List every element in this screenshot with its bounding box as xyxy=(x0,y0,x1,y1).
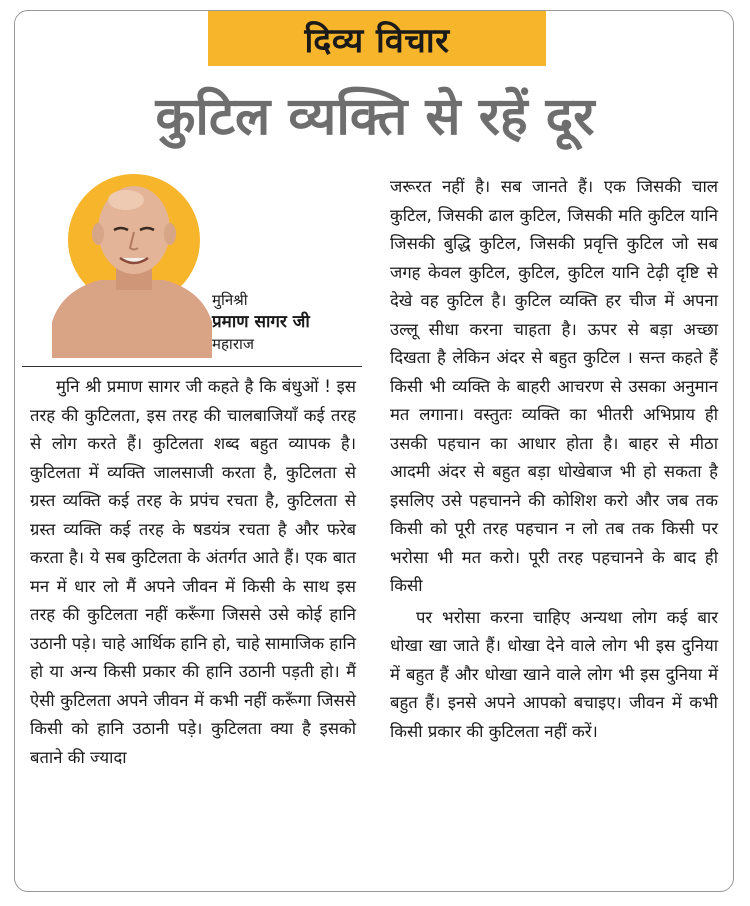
article-headline: कुटिल व्यक्ति से रहें दूर xyxy=(155,87,595,147)
portrait-ear-right xyxy=(164,223,176,245)
byline-divider xyxy=(22,366,362,367)
portrait-head-shine xyxy=(108,190,144,210)
author-byline xyxy=(212,290,362,354)
byline-suffix: महाराज xyxy=(212,335,254,353)
author-portrait xyxy=(52,172,212,358)
section-label: दिव्य विचार xyxy=(304,20,450,61)
portrait-ear-left xyxy=(92,223,104,245)
article-paragraph: पर भरोसा करना चाहिए अन्यथा लोग कई बार धोखा खा जाते हैं। धोखा देने वाले लोग भी इस दुनिया में बहुत हैं और धोखा खाने वाले लोग भी इस दुनिया में बहुत हैं। इनसे अपने आपको बचाइए। जीवन में कभी किसी प्रकार की कुटिलता नहीं करें। xyxy=(390,607,718,741)
section-banner xyxy=(208,11,546,66)
article-column-right xyxy=(390,173,718,746)
portrait-body xyxy=(52,280,212,358)
byline-prefix: मुनिश्री xyxy=(212,291,248,309)
article-paragraph: मुनि श्री प्रमाण सागर जी कहते है कि बंधुओं ! इस तरह की कुटिलता, इस तरह की चालबाजियाँ कई तरह से लोग करते हैं। कुटिलता शब्द बहुत व्यापक है। कुटिलता में व्यक्ति जालसाजी करता है, कुटिलता से ग्रस्त व्यक्ति कई तरह के प्रपंच रचता है, कुटिलता से ग्रस्त व्यक्ति कई तरह के षडयंत्र रचता है और फरेब करता है। ये सब कुटिलता के अंतर्गत आते हैं। एक बात मन में धार लो मैं अपने जीवन में किसी के साथ इस तरह की कुटिलता नहीं करूँगा जिससे उसे कोई हानि उठानी पड़े। चाहे आर्थिक हानि हो, चाहे सामाजिक हानि हो या अन्य किसी प्रकार की हानि उठानी पड़ती हो। मैं ऐसी कुटिलता अपने जीवन में कभी नहीं करूँगा जिससे किसी को हानि उठानी पड़े। कुटिलता क्या है इसको बताने की ज्यादा xyxy=(30,377,356,767)
byline-name: प्रमाण सागर जी xyxy=(212,312,310,332)
article-column-left xyxy=(30,373,356,772)
article-paragraph: जरूरत नहीं है। सब जानते हैं। एक जिसकी चाल कुटिल, जिसकी ढाल कुटिल, जिसकी मति कुटिल यानि जिसकी बुद्धि कुटिल, जिसकी प्रवृत्ति कुटिल जो सब जगह केवल कुटिल, कुटिल, कुटिल यानि टेढ़ी दृष्टि से देखे वह कुटिल है। कुटिल व्यक्ति हर चीज में अपना उल्लू सीधा करना चाहता है। ऊपर से बड़ा अच्छा दिखता है लेकिन अंदर से बहुत कुटिल । सन्त कहते हैं किसी भी व्यक्ति के बाहरी आचरण से उसका अनुमान मत लगाना। वस्तुतः व्यक्ति का भीतरी अभिप्राय ही उसकी पहचान का आधार होता है। बाहर से मीठा आदमी अंदर से बहुत बड़ा धोखेबाज भी हो सकता है इसलिए उसे पहचानने की कोशिश करो और जब तक किसी को पूरी तरह पहचान न लो तब तक किसी पर भरोसा भी मत करो। पूरी तरह पहचानने के बाद ही किसी xyxy=(390,177,718,595)
